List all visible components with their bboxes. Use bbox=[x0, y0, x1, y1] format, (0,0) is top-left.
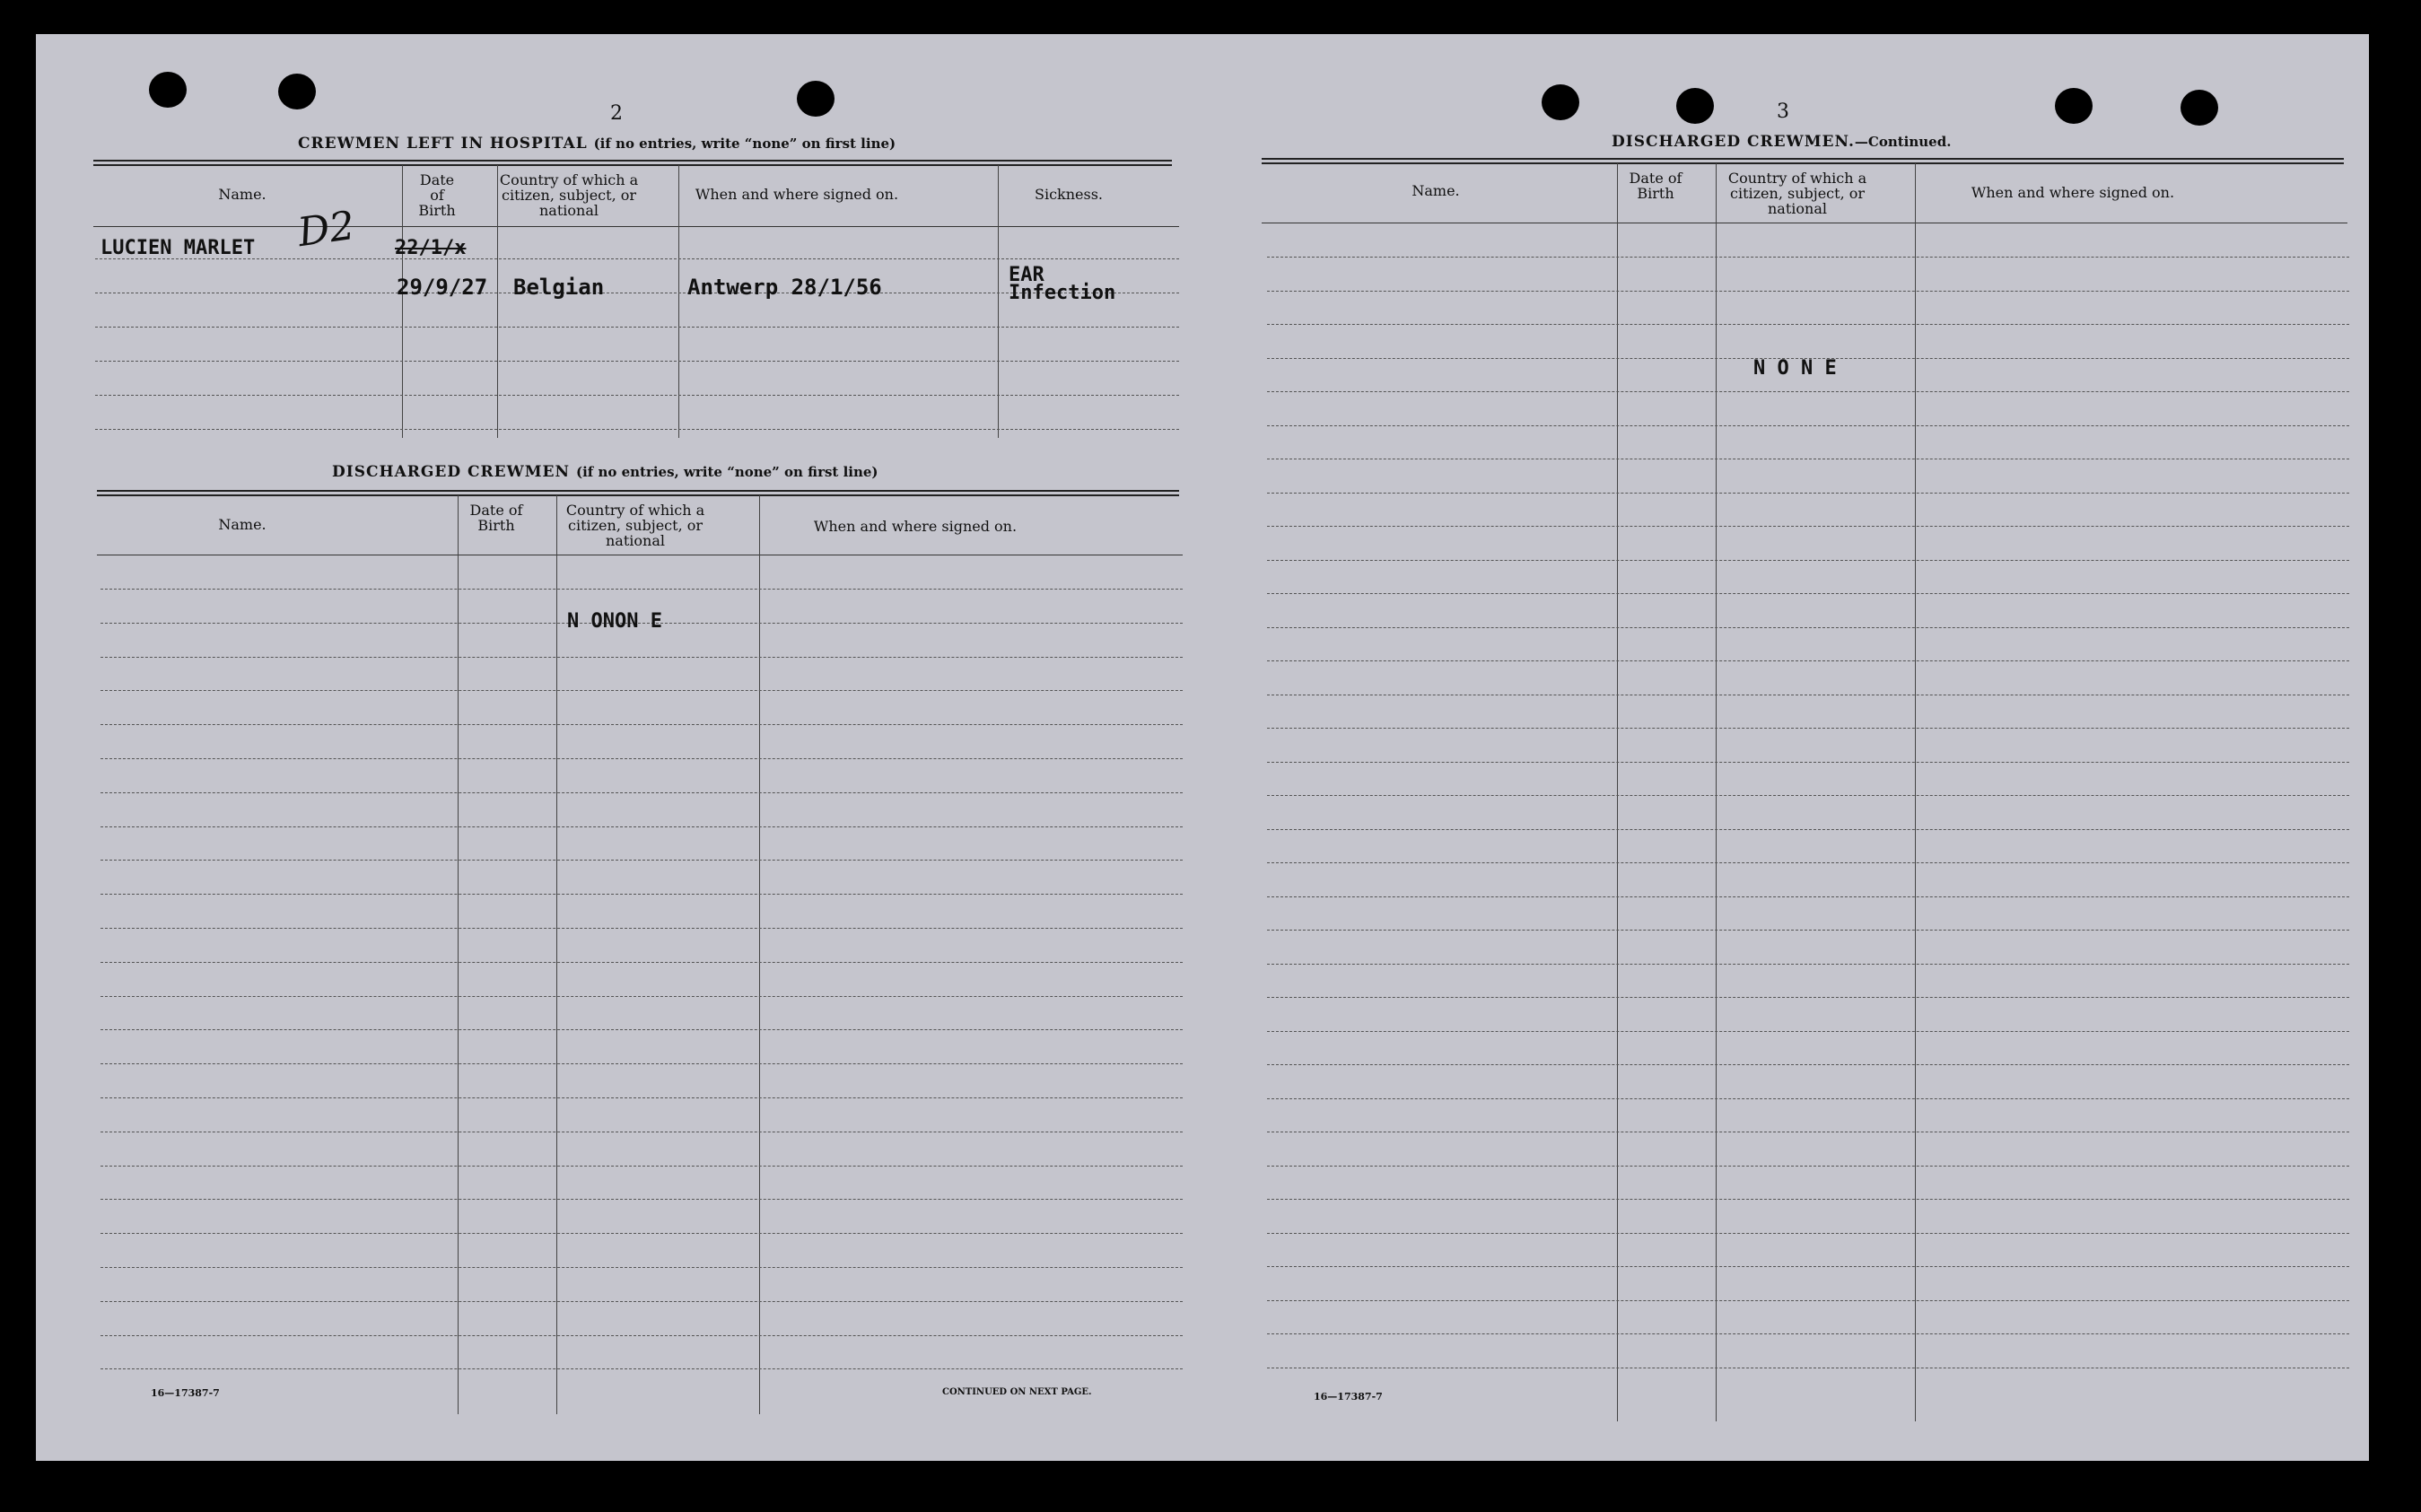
punch-hole bbox=[797, 81, 835, 117]
hospital-title-text: CREWMEN LEFT IN HOSPITAL bbox=[298, 135, 588, 153]
ruled-row-line bbox=[1267, 1031, 2349, 1032]
ruled-row-line bbox=[101, 996, 1183, 997]
hospital-entry-dob-crossed: 22/1/x bbox=[395, 237, 467, 259]
initials-handwritten: D2 bbox=[294, 202, 358, 257]
hospital-entry-sickness: EAR bbox=[1009, 264, 1044, 286]
document-sheet bbox=[36, 34, 2369, 1461]
right-header-name: Name. bbox=[1412, 182, 1460, 199]
punch-hole bbox=[1676, 88, 1714, 124]
right-header-country: Country of which a citizen, subject, or national bbox=[1727, 170, 1867, 217]
hospital-entry-country: Belgian bbox=[513, 275, 605, 300]
discharged-section-title bbox=[332, 463, 878, 481]
hospital-entry-sickness-detail: Infection bbox=[1009, 282, 1116, 304]
ruled-row-line bbox=[1267, 1333, 2349, 1334]
discharged-header-signed: When and where signed on. bbox=[813, 518, 1018, 535]
hospital-col-divider bbox=[678, 165, 679, 438]
right-top-rule bbox=[1262, 158, 2344, 164]
punch-hole bbox=[2055, 88, 2093, 124]
ruled-row-line bbox=[101, 1166, 1183, 1167]
ruled-row-line bbox=[101, 1029, 1183, 1030]
hospital-top-rule bbox=[93, 160, 1172, 166]
hospital-header-rule bbox=[93, 226, 1179, 227]
hospital-col-divider bbox=[402, 165, 403, 438]
ruled-row-line bbox=[1267, 291, 2349, 292]
ruled-row-line bbox=[101, 690, 1183, 691]
discharged-header-name: Name. bbox=[218, 516, 267, 533]
hospital-header-signed: When and where signed on. bbox=[695, 186, 899, 203]
hospital-row-line bbox=[95, 361, 1179, 362]
ruled-row-line bbox=[1267, 627, 2349, 628]
ruled-row-line bbox=[1267, 391, 2349, 392]
form-number-right: 16—17387-7 bbox=[1314, 1391, 1383, 1403]
ruled-row-line bbox=[1267, 1098, 2349, 1099]
form-number-left: 16—17387-7 bbox=[151, 1387, 220, 1399]
ruled-row-line bbox=[1267, 896, 2349, 897]
hospital-entry-signed: Antwerp 28/1/56 bbox=[687, 275, 882, 300]
punch-hole bbox=[149, 72, 187, 108]
hospital-row-line bbox=[95, 429, 1179, 430]
ruled-row-line bbox=[1267, 762, 2349, 763]
discharged-col-divider bbox=[458, 495, 459, 1414]
ruled-row-line bbox=[1267, 660, 2349, 661]
ruled-row-line bbox=[101, 1233, 1183, 1234]
ruled-row-line bbox=[1267, 1266, 2349, 1267]
ruled-row-line bbox=[101, 1335, 1183, 1336]
hospital-row-line bbox=[95, 327, 1179, 328]
discharged-header-country: Country of which a citizen, subject, or national bbox=[565, 502, 705, 549]
ruled-row-line bbox=[101, 1301, 1183, 1302]
discharged-instruction: (if no entries, write “none” on first line) bbox=[575, 464, 878, 480]
ruled-row-line bbox=[101, 928, 1183, 929]
ruled-row-line bbox=[1267, 324, 2349, 325]
hospital-header-dob: Date of Birth bbox=[418, 171, 456, 219]
discharged-title-text: DISCHARGED CREWMEN bbox=[332, 463, 571, 481]
ruled-row-line bbox=[101, 962, 1183, 963]
ruled-row-line bbox=[101, 1097, 1183, 1098]
ruled-row-line bbox=[101, 1267, 1183, 1268]
hospital-instruction: (if no entries, write “none” on first line) bbox=[593, 135, 896, 152]
ruled-row-line bbox=[1267, 795, 2349, 796]
punch-hole bbox=[1542, 84, 1579, 120]
right-header-dob: Date of Birth bbox=[1629, 170, 1682, 202]
punch-hole bbox=[278, 74, 316, 109]
page-number-left: 2 bbox=[610, 102, 623, 125]
hospital-row-line bbox=[95, 395, 1179, 396]
discharged-col-divider bbox=[759, 495, 760, 1414]
ruled-row-line bbox=[1267, 728, 2349, 729]
ruled-row-line bbox=[1267, 1064, 2349, 1065]
ruled-row-line bbox=[1267, 930, 2349, 931]
ruled-row-line bbox=[1267, 862, 2349, 863]
hospital-entry-dob: 29/9/27 bbox=[397, 275, 488, 300]
ruled-row-line bbox=[1267, 829, 2349, 830]
ruled-row-line bbox=[101, 826, 1183, 827]
hospital-section-title bbox=[298, 135, 896, 153]
ruled-row-line bbox=[1267, 1199, 2349, 1200]
right-title-text: DISCHARGED CREWMEN. bbox=[1612, 133, 1855, 151]
ruled-row-line bbox=[101, 860, 1183, 861]
ruled-row-line bbox=[1267, 1300, 2349, 1301]
page-number-right: 3 bbox=[1777, 101, 1789, 123]
ruled-row-line bbox=[101, 1368, 1183, 1369]
ruled-row-line bbox=[1267, 526, 2349, 527]
ruled-row-line bbox=[101, 657, 1183, 658]
ruled-row-line bbox=[1267, 964, 2349, 965]
ruled-row-line bbox=[101, 1063, 1183, 1064]
ruled-row-line bbox=[101, 792, 1183, 793]
ruled-row-line bbox=[101, 758, 1183, 759]
punch-hole bbox=[2181, 90, 2218, 126]
right-entry-none: N O N E bbox=[1753, 357, 1837, 380]
hospital-header-sickness: Sickness. bbox=[1034, 186, 1103, 203]
ruled-row-line bbox=[1267, 257, 2349, 258]
discharged-entry-none: N ONON E bbox=[567, 610, 662, 633]
hospital-col-divider bbox=[998, 165, 999, 438]
ruled-row-line bbox=[1267, 1166, 2349, 1167]
ruled-row-line bbox=[1267, 560, 2349, 561]
ruled-row-line bbox=[101, 894, 1183, 895]
continued-note: CONTINUED ON NEXT PAGE. bbox=[942, 1387, 1092, 1397]
ruled-row-line bbox=[101, 1199, 1183, 1200]
hospital-entry-name: LUCIEN MARLET bbox=[101, 237, 256, 259]
ruled-row-line bbox=[1267, 425, 2349, 426]
right-header-signed: When and where signed on. bbox=[1971, 184, 2175, 201]
discharged-header-dob: Date of Birth bbox=[469, 502, 523, 534]
ruled-row-line bbox=[101, 589, 1183, 590]
discharged-continued-title bbox=[1612, 133, 1951, 151]
ruled-row-line bbox=[1267, 997, 2349, 998]
ruled-row-line bbox=[1267, 1233, 2349, 1234]
discharged-top-rule bbox=[97, 490, 1179, 496]
ruled-row-line bbox=[101, 724, 1183, 725]
ruled-row-line bbox=[1267, 593, 2349, 594]
discharged-col-divider bbox=[556, 495, 557, 1414]
hospital-col-divider bbox=[497, 165, 498, 438]
hospital-row-line bbox=[95, 258, 1179, 259]
right-title-suffix: —Continued. bbox=[1854, 134, 1952, 150]
ruled-row-line bbox=[1267, 493, 2349, 494]
hospital-header-country: Country of which a citizen, subject, or national bbox=[499, 171, 639, 219]
hospital-header-name: Name. bbox=[218, 186, 267, 203]
